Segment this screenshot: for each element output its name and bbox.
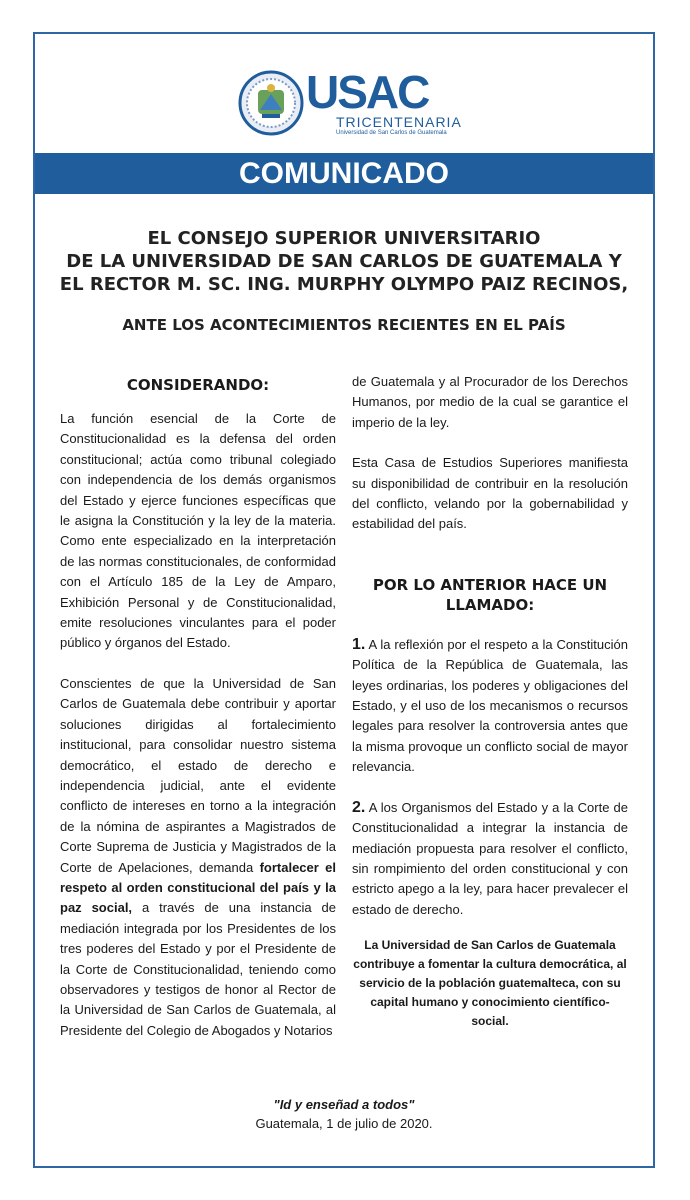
considerando-paragraph-2: [60, 674, 336, 1041]
brand-small-text: Universidad de San Carlos de Guatemala: [336, 130, 447, 136]
llamado-item-text: A la reflexión por el respeto a la Constitución Política de la República de Guatemala, las leyes ordinarias, los poderes y obligaciones del Estado, y el uso de los mecanismos o recursos legales para resolver la controversia antes que la misma provoque un conflicto social de mayor relevancia.: [352, 636, 628, 775]
motto: "Id y enseñad a todos": [273, 1097, 415, 1112]
paragraph-2-bold: fortalecer el respeto al orden constitucional del país y la paz social,: [60, 859, 336, 916]
considerando-heading: CONSIDERANDO:: [126, 376, 270, 394]
llamado-item-text: A los Organismos del Estado y a la Corte de Constitucionalidad a integrar la instancia de mediación propuesta para resolver el conflicto, sin rompimiento del orden constitucional y con estricto apego a la ley, para hacer prevalecer el estado de derecho.: [352, 799, 628, 917]
llamado-item-1: [352, 635, 628, 778]
date-line: Guatemala, 1 de julio de 2020.: [255, 1116, 433, 1131]
llamado-item-number: 2.: [352, 798, 366, 816]
title-line-3: EL RECTOR M. SC. ING. MURPHY OLYMPO PAIZ RECINOS,: [59, 274, 629, 295]
title-line-2: DE LA UNIVERSIDAD DE SAN CARLOS DE GUATEMALA Y: [66, 251, 622, 272]
brand-name: USAC: [306, 66, 429, 118]
title-line-1: EL CONSEJO SUPERIOR UNIVERSITARIO: [147, 228, 541, 249]
comunicado-banner: COMUNICADO: [35, 153, 653, 194]
footer: [40, 1095, 648, 1133]
right-column: [352, 372, 628, 1031]
document-title: [40, 227, 648, 296]
usac-logo: [238, 66, 462, 140]
llamado-item-2: [352, 798, 628, 920]
considerando-paragraph-1: La función esencial de la Corte de Constitucionalidad es la defensa del orden constitucional; actúa como tribunal colegiado con independencia de los demás organismos del Estado y ejerce funciones específicas que le asigna la Constitución y la ley de la materia. Como ente especializado en la interpretación de las normas constitucionales, de conformidad con el Artículo 185 de la Ley de Amparo, Exhibición Personal y de Constitucionalidad, emite resoluciones vinculantes para el poder público y órganos del Estado.: [60, 411, 336, 651]
brand-subtitle: TRICENTENARIA: [336, 114, 462, 130]
paragraph-2-text-a: Conscientes de que la Universidad de San Carlos de Guatemala debe contribuir y aportar soluciones dirigidas al fortalecimiento institucional, para consolidar nuestro sistema democrático, el estado de derecho e independencia judicial, ante el evidente conflicto de intereses en torno a la integración de la nómina de aspirantes a Magistrados de Corte Suprema de Justicia y Magistrados de la Corte de Apelaciones, demanda: [60, 675, 336, 875]
university-seal-icon: [238, 70, 304, 136]
llamado-item-number: 1.: [352, 635, 366, 653]
paragraph-2-text-b: a través de una instancia de mediación integrada por los Presidentes de los tres poderes del Estado y por el Presidente de la Corte de Constitucionalidad, teniendo como observadores y testigos de honor al Rector de la Universidad de San Carlos de Guatemala, al Presidente del Colegio de Abogados y Notarios: [60, 900, 336, 1038]
closing-statement: La Universidad de San Carlos de Guatemala contribuye a fomentar la cultura democrática, al servicio de la población guatemalteca, con su capital humano y conocimiento científico-social.: [353, 938, 627, 1029]
considerando-paragraph-3: Esta Casa de Estudios Superiores manifiesta su disponibilidad de contribuir en la resolución del conflicto, velando por la gobernabilidad y estabilidad del país.: [352, 455, 628, 532]
document-subtitle: ANTE LOS ACONTECIMIENTOS RECIENTES EN EL PAÍS: [122, 316, 566, 334]
considerando-paragraph-2-continued: de Guatemala y al Procurador de los Derechos Humanos, por medio de la cual se garantice el imperio de la ley.: [352, 374, 628, 430]
llamado-heading: POR LO ANTERIOR HACE UN LLAMADO:: [372, 575, 608, 614]
left-column: [60, 375, 336, 1041]
